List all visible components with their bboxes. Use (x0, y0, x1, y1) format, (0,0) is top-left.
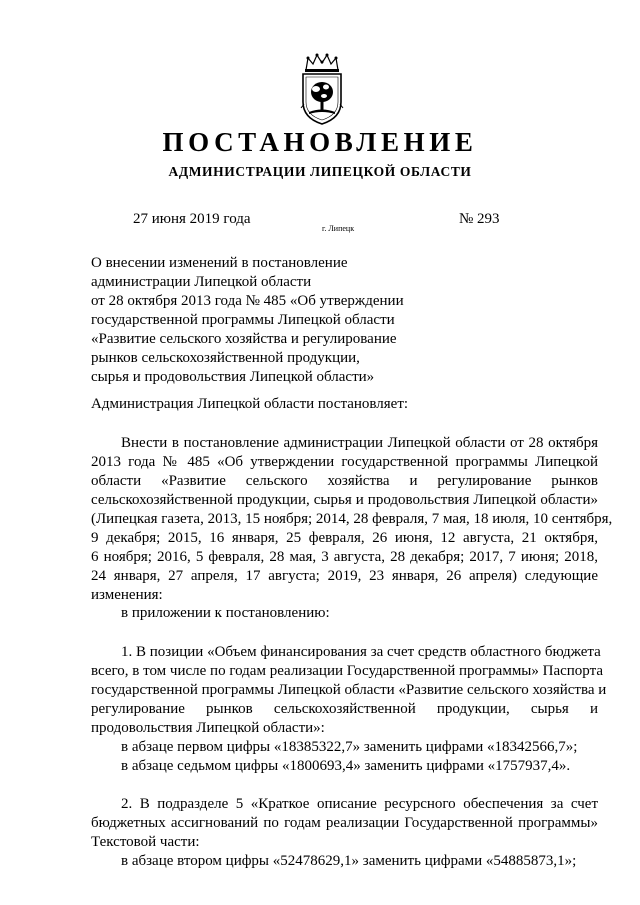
subject-line: государственной программы Липецкой области (91, 312, 395, 328)
text-line: 2013 года № 485 «Об утверждении государственной программы Липецкой (91, 454, 598, 470)
text-line: Внести в постановление администрации Липецкой области от 28 октября (121, 435, 598, 451)
text-line: сельскохозяйственной продукции, сырья и продовольствия Липецкой области» (91, 492, 598, 508)
text-line: области «Развитие сельского хозяйства и регулирование рынков (91, 473, 598, 489)
text-line: бюджетных ассигнований по годам реализации Государственной программы» (91, 815, 598, 831)
text-line: 2. В подразделе 5 «Краткое описание ресурсного обеспечения за счет (121, 796, 598, 812)
document-date: 27 июня 2019 года (133, 211, 251, 227)
text-line: 1. В позиции «Объем финансирования за счет средств областного бюджета (121, 644, 601, 660)
subject-line: «Развитие сельского хозяйства и регулирование (91, 331, 397, 347)
text-line: всего, в том числе по годам реализации Государственной программы» Паспорта (91, 663, 604, 679)
subject-line: от 28 октября 2013 года № 485 «Об утверждении (91, 293, 404, 309)
text-line: регулирование рынков сельскохозяйственной продукции, сырья и (91, 701, 598, 717)
subject-line: сырья и продовольствия Липецкой области» (91, 369, 375, 385)
document-title: ПОСТАНОВЛЕНИЕ (162, 127, 478, 157)
subject-line: О внесении изменений в постановление (91, 255, 348, 271)
subject-line: рынков сельскохозяйственной продукции, (91, 350, 360, 366)
text-line: изменения: (91, 587, 163, 603)
subject-line: администрации Липецкой области (91, 274, 312, 290)
document-number: № 293 (459, 211, 500, 227)
text-line: в абзаце первом цифры «18385322,7» заменить цифрами «18342566,7»; (121, 739, 578, 755)
text-line: 9 декабря; 2015, 16 января, 25 февраля, 26 июня, 12 августа, 21 октября, (91, 530, 598, 546)
issuing-authority: АДМИНИСТРАЦИИ ЛИПЕЦКОЙ ОБЛАСТИ (168, 164, 472, 179)
text-line: (Липецкая газета, 2013, 15 ноября; 2014, 28 февраля, 7 мая, 18 июля, 10 сентября, (91, 511, 613, 527)
text-line: в абзаце втором цифры «52478629,1» заменить цифрами «54885873,1»; (121, 853, 577, 869)
text-line: 6 ноября; 2016, 5 февраля, 28 мая, 3 августа, 28 декабря; 2017, 7 июня; 2018, (91, 549, 598, 565)
text-line: государственной программы Липецкой области «Развитие сельского хозяйства и (91, 682, 607, 698)
text-line: Текстовой части: (91, 834, 200, 850)
text-line: 24 января, 27 апреля, 17 августа; 2019, 23 января, 26 апреля) следующие (91, 568, 598, 584)
document-city: г. Липецк (322, 224, 355, 233)
preamble: Администрация Липецкой области постановляет: (91, 396, 409, 412)
document-subject (91, 254, 431, 387)
text-line: продовольствия Липецкой области»: (91, 720, 325, 736)
text-line: в абзаце седьмом цифры «1800693,4» заменить цифрами «1757937,4». (121, 758, 571, 774)
body-paragraph-2: в приложении к постановлению: (121, 605, 330, 621)
coat-of-arms-icon (296, 52, 348, 126)
